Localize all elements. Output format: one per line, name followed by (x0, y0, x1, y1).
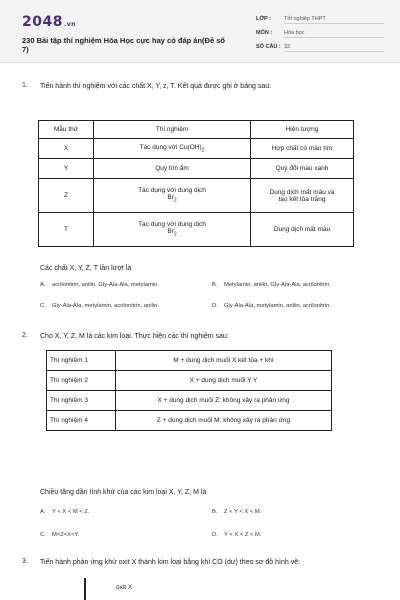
question-text: Tiến hành phản ứng khử oxit X thành kim loại bằng khí CO (dư) theo sơ đồ hình vẽ: (40, 559, 301, 566)
table-row (39, 179, 354, 213)
table-row (39, 213, 354, 247)
meta-class: LỚP : Tốt nghiệp THPT (256, 16, 282, 22)
answer-option-a[interactable]: A. acrilonitrin, anilin, Gly-Ala-Ala, metylamin. (40, 282, 159, 288)
answer-option-b[interactable]: B. Z < Y < X < M. (212, 509, 262, 515)
meta-question-count: SỐ CÂU : 32 (256, 44, 282, 50)
table-cell: Y (39, 159, 94, 179)
table-row (47, 351, 332, 371)
question-text: Cho X, Y, Z, M là các kim loại. Thực hiện các thí nghiệm sau: (40, 333, 229, 340)
question-text: Tiến hành thí nghiệm với các chất X, Y, z, T. Kết quả được ghi ở bảng sau: (40, 83, 272, 90)
table-cell: Z + dung dịch muối M: không xảy ra phản ứng (116, 411, 332, 431)
table-cell: Thí nghiệm 2 (47, 371, 116, 391)
table-cell: Z (39, 179, 94, 213)
table-cell: Tác dụng với $Cu(OH)_2$ (94, 139, 251, 159)
answer-option-c[interactable]: C. Gly-Ala-Ala, metylamin, acrilonitrin, anilin. (40, 303, 159, 309)
document-title: 230 Bài tập thí nghiệm Hóa Học cực hay có đáp án(Đề số 7) (22, 36, 225, 54)
table-header: Thí nghiệm (94, 121, 251, 139)
table-cell: Thí nghiệm 1 (47, 351, 116, 371)
table-cell: Dung dịch mất màu và tạo kết tủa trắng (251, 179, 354, 213)
table-cell: Dung dịch mất màu (251, 213, 354, 247)
question-number: 2. (22, 332, 28, 339)
table-header-row (39, 121, 354, 139)
table-header: Mẫu thử (39, 121, 94, 139)
table-cell: Thí nghiệm 4 (47, 411, 116, 431)
experiment-table (38, 120, 354, 247)
table-row (47, 411, 332, 431)
table-header: Hiện tượng (251, 121, 354, 139)
table-cell: X + dung dịch muối Y Y (116, 371, 332, 391)
table-cell: X (39, 139, 94, 159)
answer-option-b[interactable]: B. Metylamin, anilin, Gly-Ala-Ala, acrilonitrin. (212, 282, 331, 288)
metal-experiment-table (46, 350, 332, 431)
question-number: 3. (22, 558, 28, 565)
page-header (0, 0, 400, 63)
table-cell: Quỳ tím ẩm (94, 159, 251, 179)
answer-option-a[interactable]: A. Y < X < M < Z. (40, 509, 90, 515)
table-cell: M + dung dịch muối X kết tủa + khí (116, 351, 332, 371)
table-row (39, 159, 354, 179)
table-cell: Tác dụng với dung dịch $Br_2$ (94, 179, 251, 213)
table-cell: T (39, 213, 94, 247)
table-cell: Hợp chất có màu tím (251, 139, 354, 159)
table-cell: Thí nghiệm 3 (47, 391, 116, 411)
table-row (39, 139, 354, 159)
answer-option-c[interactable]: C. M<Z<X<Y. (40, 532, 80, 538)
answer-option-d[interactable]: D. Y < X < Z < M. (212, 532, 262, 538)
site-logo[interactable]: 2048.vn (22, 14, 76, 30)
tube-wall (84, 578, 86, 600)
table-row (47, 391, 332, 411)
table-cell: Quỳ đổi màu xanh (251, 159, 354, 179)
table-cell: Tác dụng với dung dịch $Br_2$ (94, 213, 251, 247)
table-row (47, 371, 332, 391)
apparatus-diagram (84, 576, 204, 600)
table-cell: X + dung dịch muối Z: không xảy ra phản ứng (116, 391, 332, 411)
diagram-label: oxit X (116, 584, 133, 591)
question-number: 1. (22, 82, 28, 89)
answer-option-d[interactable]: D. Gly-Ala-Ala, metylamin, anilin, acrilonitrin. (212, 303, 331, 309)
meta-subject: MÔN : Hóa học (256, 30, 282, 36)
